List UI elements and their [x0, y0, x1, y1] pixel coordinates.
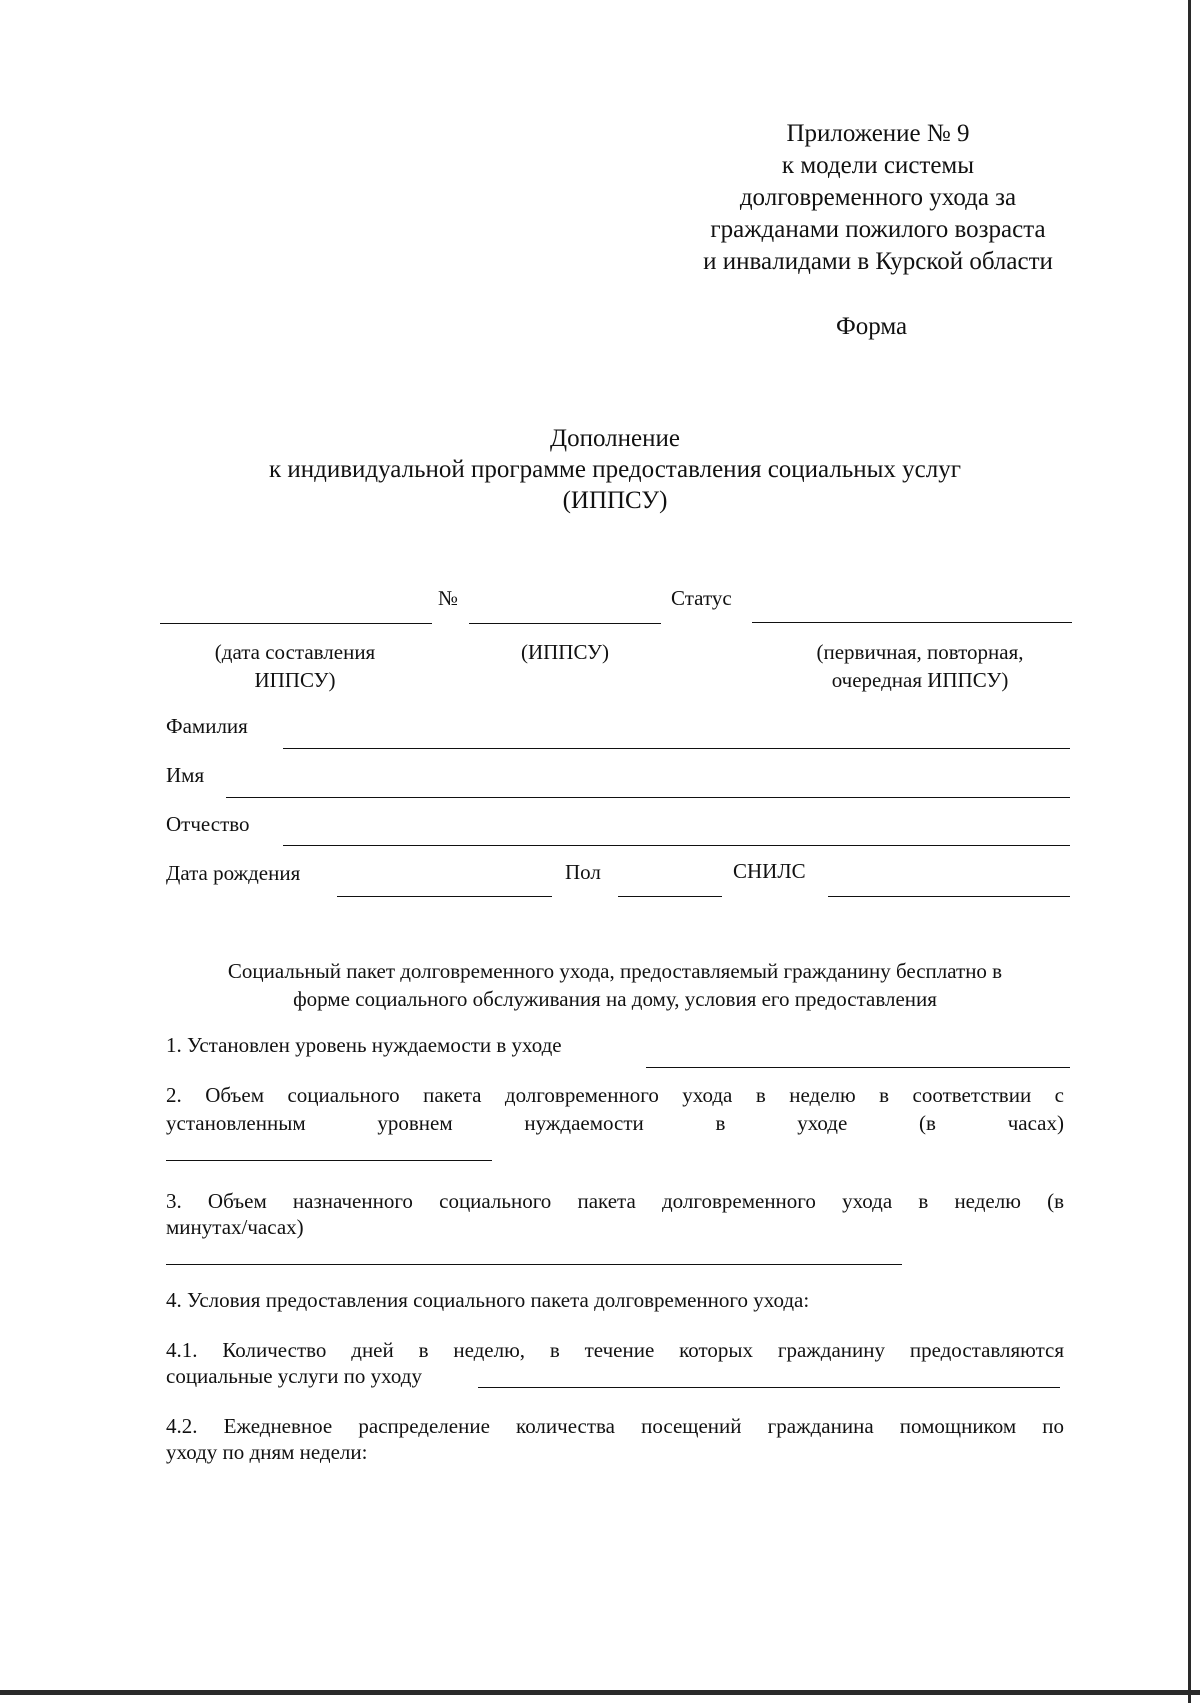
title-line-3: (ИППСУ) — [562, 487, 668, 514]
care-need-level-field[interactable] — [646, 1067, 1070, 1068]
patronymic-field[interactable] — [283, 845, 1070, 846]
item-2-line-2: установленным уровнем нуждаемости в уходе (в часах) — [166, 1111, 1064, 1135]
number-label: № — [438, 586, 459, 610]
item-2-line-1: 2. Объем социального пакета долговременного ухода в неделю в соответствии с — [166, 1083, 1064, 1107]
document-title — [150, 423, 1080, 516]
weekly-hours-field[interactable] — [166, 1160, 492, 1161]
status-field[interactable] — [752, 622, 1072, 623]
item-3-line-2: минутах/часах) — [166, 1215, 304, 1239]
item-1-text: 1. Установлен уровень нуждаемости в уходе — [166, 1033, 562, 1057]
status-caption-line-1: (первичная, повторная, — [816, 640, 1024, 664]
appendix-block — [668, 118, 1088, 278]
surname-label: Фамилия — [166, 714, 248, 738]
surname-field[interactable] — [283, 748, 1070, 749]
status-caption — [760, 638, 1080, 694]
scan-edge-bottom — [0, 1690, 1200, 1695]
appendix-line-2: к модели системы — [781, 152, 975, 179]
item-4-1-line-1: 4.1. Количество дней в неделю, в течение которых гражданину предоставляются — [166, 1338, 1064, 1362]
item-4-2-line-1: 4.2. Ежедневное распределение количества посещений гражданина помощником по — [166, 1414, 1064, 1438]
birthdate-label: Дата рождения — [166, 861, 301, 885]
form-label: Форма — [836, 313, 908, 340]
section-heading — [150, 957, 1080, 1013]
section-heading-line-2: форме социального обслуживания на дому, условия его предоставления — [293, 987, 937, 1011]
snils-label: СНИЛС — [733, 859, 806, 883]
appendix-line-3: долговременного ухода за — [739, 184, 1017, 211]
appendix-number: Приложение № 9 — [786, 120, 970, 147]
birthdate-field[interactable] — [337, 896, 552, 897]
days-per-week-field[interactable] — [478, 1387, 1060, 1388]
date-field[interactable] — [160, 623, 432, 624]
title-line-2: к индивидуальной программе предоставления социальных услуг — [268, 456, 961, 483]
section-heading-line-1: Социальный пакет долговременного ухода, предоставляемый гражданину бесплатно в — [227, 959, 1003, 983]
item-4-text: 4. Условия предоставления социального пакета долговременного ухода: — [166, 1288, 810, 1312]
date-caption — [165, 638, 425, 694]
title-line-1: Дополнение — [550, 425, 680, 452]
name-field[interactable] — [226, 797, 1070, 798]
item-3-line-1: 3. Объем назначенного социального пакета долговременного ухода в неделю (в — [166, 1189, 1064, 1213]
number-caption: (ИППСУ) — [520, 640, 610, 664]
snils-field[interactable] — [828, 896, 1070, 897]
status-caption-line-2: очередная ИППСУ) — [831, 668, 1009, 692]
scan-edge-right — [1188, 0, 1191, 1703]
patronymic-label: Отчество — [166, 812, 250, 836]
date-caption-line-2: ИППСУ) — [254, 668, 336, 692]
status-label: Статус — [671, 586, 732, 610]
ippsu-number-field[interactable] — [469, 623, 661, 624]
assigned-volume-field[interactable] — [166, 1264, 902, 1265]
name-label: Имя — [166, 763, 205, 787]
appendix-line-4: гражданами пожилого возраста — [710, 216, 1046, 243]
item-4-2-line-2: уходу по дням недели: — [166, 1440, 368, 1464]
appendix-line-5: и инвалидами в Курской области — [703, 248, 1053, 275]
sex-field[interactable] — [618, 896, 722, 897]
sex-label: Пол — [565, 860, 601, 884]
date-caption-line-1: (дата составления — [214, 640, 376, 664]
item-4-1-line-2: социальные услуги по уходу — [166, 1364, 422, 1388]
